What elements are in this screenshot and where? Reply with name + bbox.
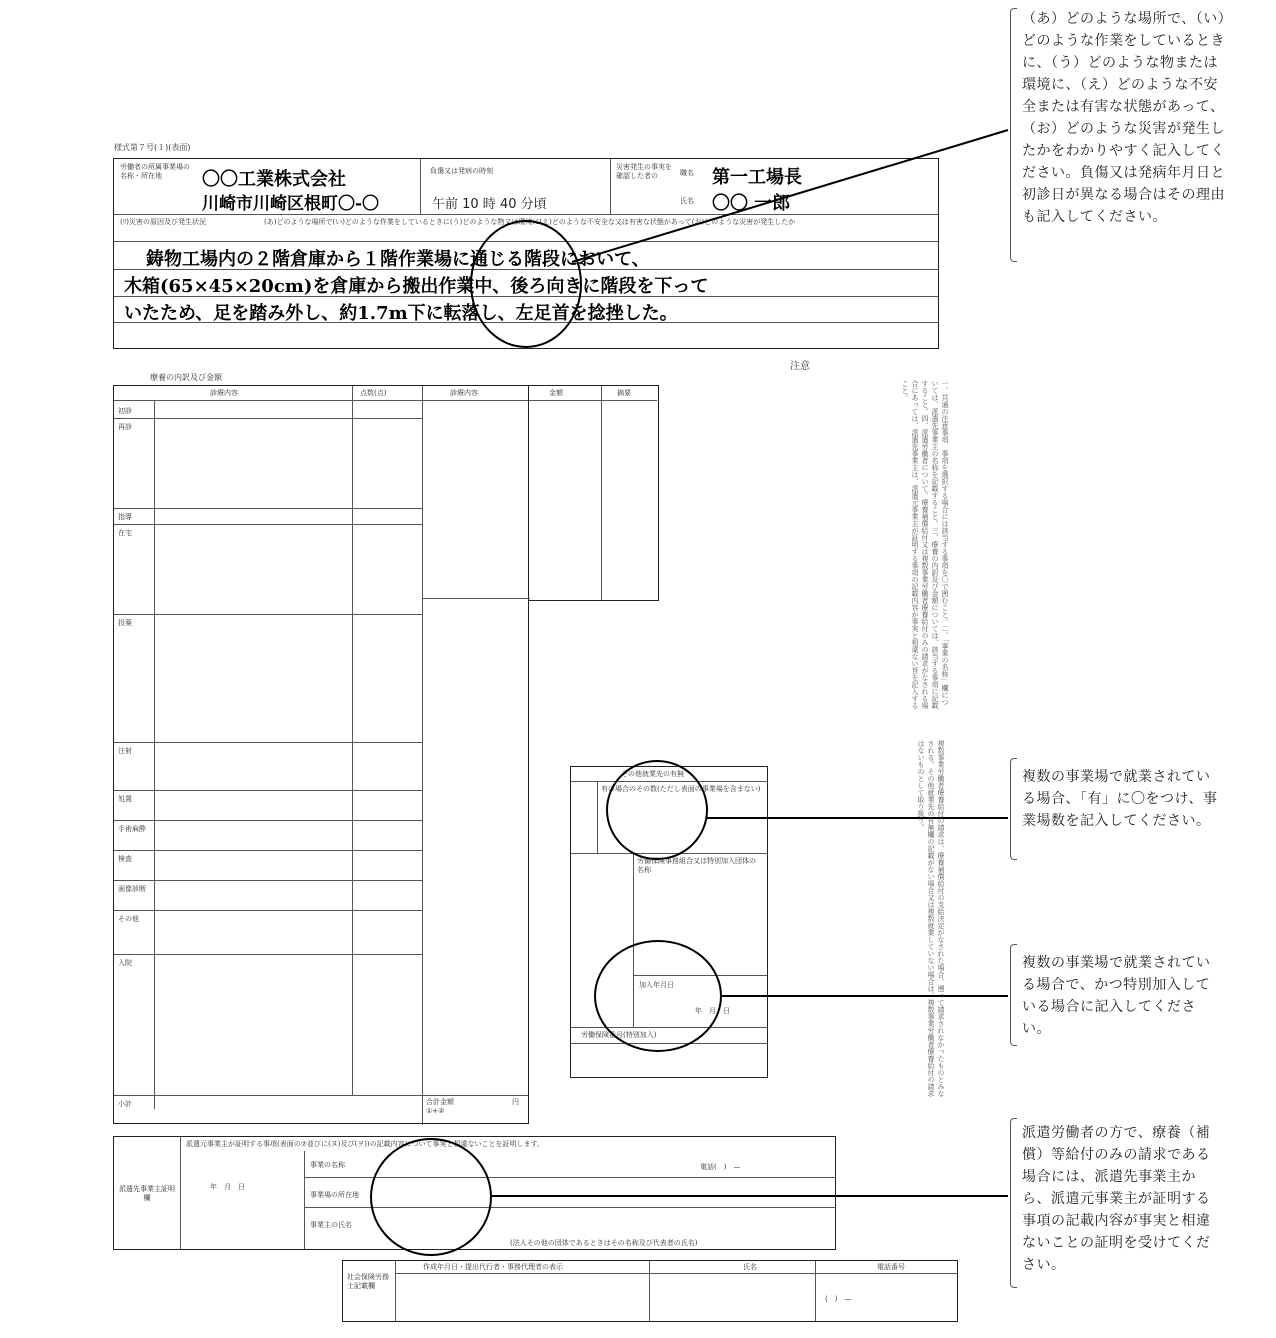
total-yen: 円 [512, 1098, 519, 1106]
notes-title: 注意 [790, 361, 810, 372]
callout-circle-2 [606, 760, 708, 860]
expense-header-4: 金額 [549, 389, 563, 397]
cause-line-2: 木箱(65×45×20cm)を倉庫から搬出作業中、後ろ向きに階段を下って [124, 276, 709, 297]
dispatch-date: 年 月 日 [210, 1183, 245, 1191]
total-label: 合計金額①+② [426, 1098, 454, 1115]
row-imaging: 画像診断 [118, 885, 146, 893]
callout-circle-3 [594, 940, 722, 1052]
sharoushi-label: 社会保険労務士記載欄 [347, 1273, 389, 1290]
employer-address: 川崎市川崎区根町〇-〇 [202, 194, 380, 214]
row-home: 在宅 [118, 529, 132, 537]
note3-brace [1010, 944, 1017, 1046]
note-4: 派遣労働者の方で、療養（補償）等給付のみの請求である場合には、派遣先事業主から、派遣元事業主が証明する事項の記載内容が事実と相違ないことの証明を受けてください。 [1022, 1125, 1211, 1273]
expense-table-right [529, 385, 659, 601]
row-first: 初診 [118, 407, 132, 415]
expense-header-5: 摘要 [617, 389, 631, 397]
row-guidance: 指導 [118, 513, 132, 521]
employer-name: 〇〇工業株式会社 [202, 169, 346, 190]
cause-line-1: 鋳物工場内の２階倉庫から１階作業場に通じる階段において、 [146, 249, 650, 270]
join-date-value: 年 月 日 [695, 1007, 730, 1015]
sharoushi-header-2: 氏名 [743, 1263, 757, 1271]
row-test: 検査 [118, 855, 132, 863]
expense-title: 療養の内訳及び金額 [150, 373, 222, 382]
expense-table [113, 385, 529, 1124]
dispatch-field-3: 事業主の氏名 [310, 1221, 352, 1229]
row-other: その他 [118, 915, 139, 923]
notes-body: 一、共通の注意事項 事項を選択する場合には該当する事項を〇で囲むこと。二、「事業の名称」欄については、派遣先事業主の名称を記載すること。三、療養の内訳及び金額については、該当する事項に記載すること。四、派遣労働者について、療養補償給付又は複数事業労働者療養給付のみの請求がなされる場合にあっては、派遣先事業主は、派遣元事業主が証明する事項の記載内容が事実と相違ない旨を記入すること。 [901, 380, 949, 709]
sharoushi-header-3: 電話番号 [877, 1263, 905, 1271]
employer-label: 労働者の所属事業場の名称・所在地 [120, 163, 190, 180]
cause-line-3: いたため、足を踏み外し、約1.7m下に転落し、左足首を捻挫した。 [124, 303, 678, 324]
note-1: （あ）どのような場所で、（い）どのような作業をしているときに、（う）どのような物または環境に、（え）どのような不安全または有害な状態があって、（お）どのような災害が発生したかをわかりやすく記入してください。負傷又は発病年月日と初診日が異なる場合はその理由も記入してください。 [1022, 11, 1226, 225]
notes-body-2: 複数事業労働者療養給付の請求は、療養補償給付の支給決定がなされた場合、遡って請求されなかったものとみなされる。その他就業先の有無欄の記載がない場合又は複数就業していない場合は、複数事業労働者療養給付の請求はないものとして取り扱う。 [917, 740, 945, 1097]
confirmer-label: 災害発生の事実を確認した者の [616, 163, 672, 180]
sharoushi-header-1: 作成年月日・提出代行者・事務代理者の表示 [423, 1263, 563, 1271]
cause-header: (あ)どのような場所で(い)どのような作業をしているときに(う)どのような物又は環境に(え)どのような不安全な又は有害な状態があって(お)どのような災害が発生したか [264, 218, 796, 226]
cause-label: (ﾘ)災害の原因及び発生状況 [120, 218, 206, 226]
dispatch-field-2: 事業場の所在地 [310, 1191, 359, 1199]
row-surgery: 手術麻酔 [118, 825, 146, 833]
time-label: 負傷又は発病の時刻 [430, 167, 493, 175]
row-procedure: 処置 [118, 795, 132, 803]
dispatch-field-1: 事業の名称 [310, 1161, 345, 1169]
multi-title: その他就業先の有無 [621, 770, 684, 778]
note1-brace [1010, 8, 1017, 262]
confirmer-name-label: 氏名 [680, 197, 694, 205]
note4-brace [1010, 1118, 1017, 1288]
special-label: 労働保険事務組合又は特別加入団体の名称 [637, 857, 756, 874]
sharoushi-phone: ( ) — [825, 1295, 852, 1303]
row-inpatient: 入院 [118, 959, 132, 967]
row-medication: 投薬 [118, 619, 132, 627]
note-3: 複数の事業場で就業されている場合で、かつ特別加入している場合に記入してください。 [1022, 955, 1211, 1037]
callout-circle-4 [370, 1138, 492, 1256]
multi-label: 有の場合のその数(ただし表面の事業場を含まない) [601, 785, 761, 793]
note2-brace [1010, 758, 1017, 860]
confirmer-role-label: 職名 [680, 169, 694, 177]
expense-header-3: 診療内容 [450, 389, 478, 397]
dispatch-label: 派遣先事業主証明欄 [119, 1185, 175, 1202]
insurance-label: 労働保険番号(特別加入) [581, 1031, 657, 1039]
dispatch-footer: (法人その他の団体であるときはその名称及び代表者の氏名) [510, 1239, 698, 1247]
dispatch-phone: 電話( ) — [700, 1163, 741, 1171]
time-value: 午前 10 時 40 分頃 [432, 197, 547, 212]
row-subtotal: 小計 [118, 1100, 132, 1108]
confirmer-role: 第一工場長 [712, 167, 802, 188]
row-revisit: 再診 [118, 423, 132, 431]
form-number: 様式第７号(１)(表面) [114, 143, 191, 152]
row-injection: 注射 [118, 747, 132, 755]
join-date-label: 加入年月日 [639, 981, 674, 989]
note-2: 複数の事業場で就業されている場合、「有」に〇をつけ、事業場数を記入してください。 [1022, 769, 1218, 829]
dispatch-header: 派遣元事業主が証明する事項(表面の⑦並びに(ヌ)及び(ヲ))の記載内容について事実と相違ないことを証明します。 [186, 1140, 544, 1148]
confirmer-name: 〇〇 一郎 [712, 193, 791, 214]
expense-header-2: 点数(点) [360, 389, 387, 397]
sharoushi-box [342, 1260, 958, 1322]
expense-header-1: 診療内容 [210, 389, 238, 397]
